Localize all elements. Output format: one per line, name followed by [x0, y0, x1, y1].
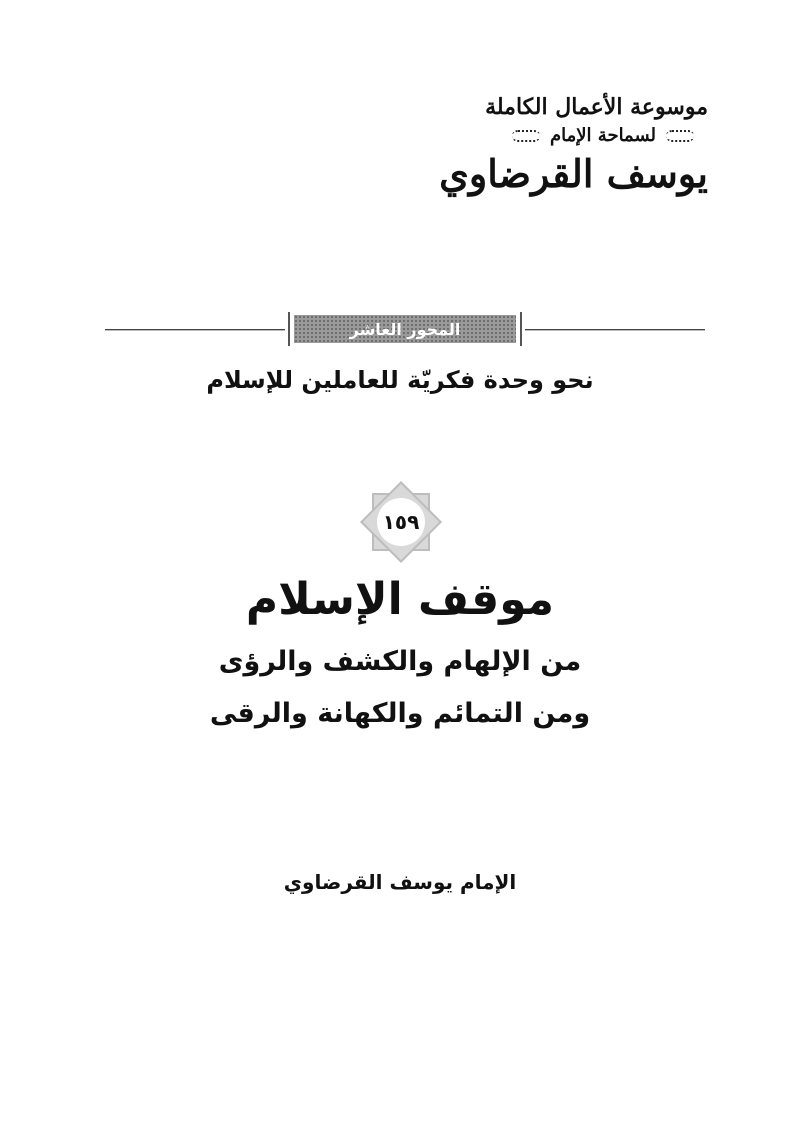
- series-header: [439, 92, 708, 198]
- section-subtitle: نحو وحدة فكريّة للعاملين للإسلام: [206, 366, 594, 394]
- series-honorific: [498, 122, 708, 150]
- banner-rule-right: [525, 329, 705, 331]
- section-banner-label: المحور العاشر: [349, 319, 461, 339]
- author-name: الإمام يوسف القرضاوي: [283, 870, 517, 894]
- book-title: موقف الإسلام: [245, 574, 555, 625]
- book-number-badge: [359, 480, 443, 564]
- ornament-left-icon: [666, 130, 694, 142]
- section-banner-row: [105, 312, 705, 348]
- book-subtitle-line2: ومن التمائم والكهانة والرقى: [209, 698, 591, 729]
- series-honorific-text: لسماحة الإمام: [549, 125, 656, 146]
- series-author-calligraphy: يوسف القرضاوي: [439, 151, 708, 196]
- section-banner-fill: [294, 315, 516, 343]
- book-number: ١٥٩: [382, 510, 420, 534]
- banner-rule-left: [105, 329, 285, 331]
- book-subtitle-line1: من الإلهام والكشف والرؤى: [218, 646, 582, 677]
- ornament-right-icon: [512, 130, 540, 142]
- section-banner: [288, 312, 522, 346]
- series-title: موسوعة الأعمال الكاملة: [485, 94, 708, 120]
